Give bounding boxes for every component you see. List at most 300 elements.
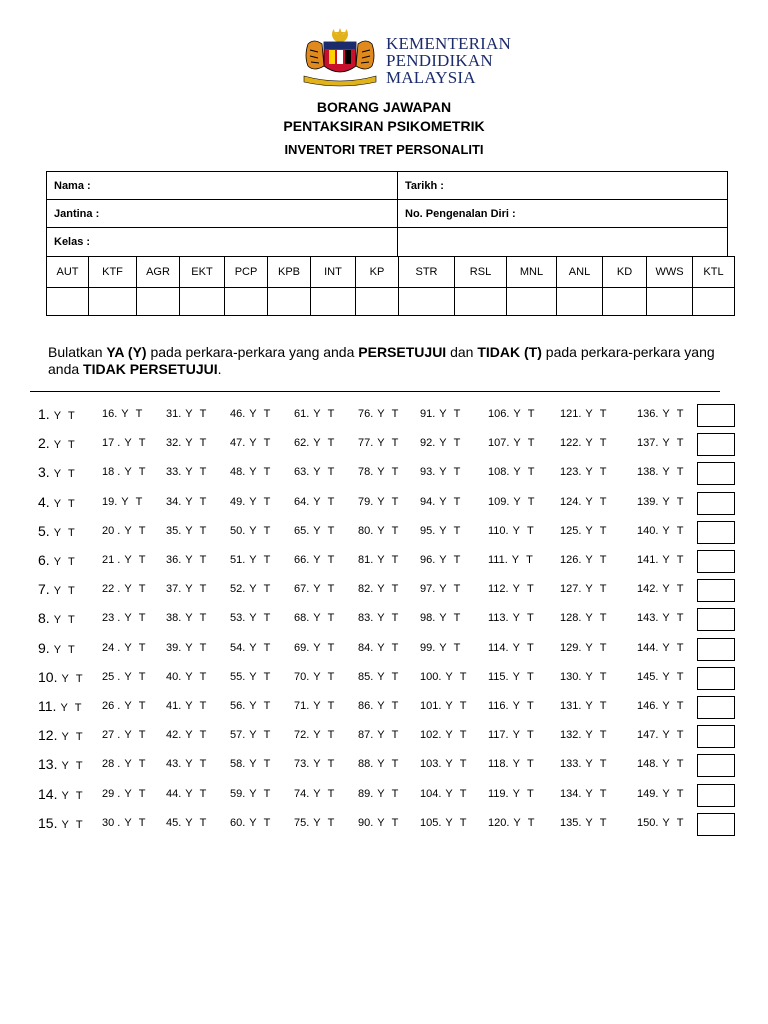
option-yes[interactable]: Y <box>124 583 132 596</box>
option-no[interactable]: T <box>68 526 75 539</box>
option-yes[interactable]: Y <box>445 787 453 800</box>
trait-score-cell[interactable] <box>46 287 89 316</box>
option-no[interactable]: T <box>138 787 146 800</box>
option-yes[interactable]: Y <box>124 612 132 625</box>
option-no[interactable]: T <box>138 554 146 566</box>
option-yes[interactable]: Y <box>61 789 69 802</box>
option-no[interactable]: T <box>327 729 335 742</box>
option-no[interactable]: T <box>391 466 399 479</box>
option-yes[interactable]: Y <box>249 408 257 420</box>
option-yes[interactable]: Y <box>377 787 385 800</box>
option-no[interactable]: T <box>263 495 271 508</box>
option-no[interactable]: T <box>526 524 534 537</box>
option-no[interactable]: T <box>453 583 461 596</box>
row-score-box[interactable] <box>697 579 735 602</box>
option-no[interactable]: T <box>68 643 75 656</box>
trait-score-cell[interactable] <box>310 287 356 316</box>
option-no[interactable]: T <box>199 729 207 742</box>
option-yes[interactable]: Y <box>249 466 257 479</box>
option-yes[interactable]: Y <box>53 643 62 656</box>
trait-score-cell[interactable] <box>556 287 603 316</box>
option-yes[interactable]: Y <box>377 700 385 712</box>
option-no[interactable]: T <box>526 583 534 596</box>
option-no[interactable]: T <box>599 729 607 742</box>
option-yes[interactable]: Y <box>585 437 593 450</box>
option-yes[interactable]: Y <box>53 439 62 452</box>
option-no[interactable]: T <box>263 729 271 742</box>
option-yes[interactable]: Y <box>185 495 193 508</box>
option-no[interactable]: T <box>75 731 83 744</box>
option-no[interactable]: T <box>676 729 684 742</box>
option-yes[interactable]: Y <box>121 408 129 420</box>
option-yes[interactable]: Y <box>249 670 257 683</box>
option-no[interactable]: T <box>138 729 146 742</box>
option-yes[interactable]: Y <box>585 612 593 625</box>
option-no[interactable]: T <box>453 524 461 537</box>
option-no[interactable]: T <box>138 700 146 712</box>
option-no[interactable]: T <box>138 583 146 596</box>
option-yes[interactable]: Y <box>249 758 257 771</box>
option-no[interactable]: T <box>263 554 271 566</box>
option-yes[interactable]: Y <box>377 495 385 508</box>
option-no[interactable]: T <box>391 524 399 537</box>
option-yes[interactable]: Y <box>124 787 132 800</box>
option-yes[interactable]: Y <box>185 408 193 420</box>
option-yes[interactable]: Y <box>513 437 521 450</box>
option-yes[interactable]: Y <box>662 700 670 712</box>
option-yes[interactable]: Y <box>439 524 447 537</box>
option-yes[interactable]: Y <box>377 641 385 654</box>
option-yes[interactable]: Y <box>585 729 593 742</box>
option-no[interactable]: T <box>526 612 534 625</box>
option-no[interactable]: T <box>599 787 607 800</box>
option-no[interactable]: T <box>599 700 607 712</box>
option-yes[interactable]: Y <box>53 526 62 539</box>
option-no[interactable]: T <box>327 816 335 829</box>
option-yes[interactable]: Y <box>53 497 62 510</box>
option-no[interactable]: T <box>138 816 146 829</box>
option-yes[interactable]: Y <box>377 816 385 829</box>
trait-score-cell[interactable] <box>136 287 180 316</box>
option-no[interactable]: T <box>527 466 535 479</box>
option-no[interactable]: T <box>526 670 534 683</box>
option-no[interactable]: T <box>676 816 684 829</box>
option-yes[interactable]: Y <box>313 816 321 829</box>
option-yes[interactable]: Y <box>585 641 593 654</box>
option-yes[interactable]: Y <box>249 612 257 625</box>
option-no[interactable]: T <box>527 437 535 450</box>
jantina-field[interactable] <box>46 199 398 228</box>
row-score-box[interactable] <box>697 550 735 573</box>
option-no[interactable]: T <box>459 816 467 829</box>
row-score-box[interactable] <box>697 462 735 485</box>
option-yes[interactable]: Y <box>439 554 447 566</box>
option-yes[interactable]: Y <box>313 583 321 596</box>
option-yes[interactable]: Y <box>249 583 257 596</box>
row-score-box[interactable] <box>697 521 735 544</box>
option-no[interactable]: T <box>599 495 607 508</box>
option-no[interactable]: T <box>263 700 271 712</box>
row-score-box[interactable] <box>697 784 735 807</box>
option-no[interactable]: T <box>599 466 607 479</box>
option-yes[interactable]: Y <box>439 495 447 508</box>
option-yes[interactable]: Y <box>662 816 670 829</box>
option-no[interactable]: T <box>263 612 271 625</box>
option-no[interactable]: T <box>459 787 467 800</box>
option-yes[interactable]: Y <box>61 672 69 685</box>
option-yes[interactable]: Y <box>53 410 62 422</box>
option-no[interactable]: T <box>327 612 335 625</box>
option-no[interactable]: T <box>527 816 535 829</box>
option-yes[interactable]: Y <box>53 585 62 598</box>
trait-score-cell[interactable] <box>646 287 693 316</box>
option-no[interactable]: T <box>327 700 335 712</box>
option-no[interactable]: T <box>68 468 75 481</box>
option-no[interactable]: T <box>676 641 684 654</box>
option-no[interactable]: T <box>599 437 607 450</box>
option-no[interactable]: T <box>526 787 534 800</box>
trait-score-cell[interactable] <box>454 287 507 316</box>
option-yes[interactable]: Y <box>377 524 385 537</box>
option-no[interactable]: T <box>599 612 607 625</box>
option-no[interactable]: T <box>453 612 461 625</box>
trait-score-cell[interactable] <box>692 287 735 316</box>
option-yes[interactable]: Y <box>313 612 321 625</box>
row-score-box[interactable] <box>697 813 735 836</box>
option-yes[interactable]: Y <box>61 818 69 831</box>
option-no[interactable]: T <box>599 641 607 654</box>
row-score-box[interactable] <box>697 638 735 661</box>
option-no[interactable]: T <box>68 410 75 422</box>
option-yes[interactable]: Y <box>60 702 68 714</box>
option-no[interactable]: T <box>676 700 684 712</box>
option-yes[interactable]: Y <box>124 641 132 654</box>
option-no[interactable]: T <box>199 670 207 683</box>
no-pengenalan-field[interactable] <box>397 199 728 228</box>
option-no[interactable]: T <box>75 672 83 685</box>
option-no[interactable]: T <box>68 585 75 598</box>
option-no[interactable]: T <box>459 670 467 683</box>
tarikh-field[interactable] <box>397 171 728 200</box>
option-no[interactable]: T <box>327 583 335 596</box>
option-yes[interactable]: Y <box>313 495 321 508</box>
option-yes[interactable]: Y <box>662 758 670 771</box>
option-yes[interactable]: Y <box>53 468 62 481</box>
kelas-field[interactable] <box>46 227 398 257</box>
option-yes[interactable]: Y <box>662 524 670 537</box>
option-yes[interactable]: Y <box>313 524 321 537</box>
option-no[interactable]: T <box>199 408 207 420</box>
option-yes[interactable]: Y <box>662 495 670 508</box>
option-no[interactable]: T <box>199 816 207 829</box>
option-no[interactable]: T <box>453 554 461 566</box>
option-yes[interactable]: Y <box>377 466 385 479</box>
option-no[interactable]: T <box>327 787 335 800</box>
option-no[interactable]: T <box>391 437 399 450</box>
option-no[interactable]: T <box>391 816 399 829</box>
option-yes[interactable]: Y <box>377 583 385 596</box>
option-no[interactable]: T <box>327 495 335 508</box>
option-no[interactable]: T <box>391 641 399 654</box>
option-yes[interactable]: Y <box>512 583 520 596</box>
trait-score-cell[interactable] <box>267 287 311 316</box>
option-no[interactable]: T <box>459 700 467 712</box>
option-no[interactable]: T <box>135 408 143 420</box>
option-yes[interactable]: Y <box>185 787 193 800</box>
option-no[interactable]: T <box>74 702 82 714</box>
option-no[interactable]: T <box>526 641 534 654</box>
option-no[interactable]: T <box>263 787 271 800</box>
option-yes[interactable]: Y <box>124 758 132 771</box>
option-yes[interactable]: Y <box>185 524 193 537</box>
option-no[interactable]: T <box>68 439 75 452</box>
option-no[interactable]: T <box>526 729 534 742</box>
option-yes[interactable]: Y <box>185 670 193 683</box>
option-no[interactable]: T <box>327 437 335 450</box>
option-yes[interactable]: Y <box>439 583 447 596</box>
option-yes[interactable]: Y <box>124 466 132 479</box>
option-no[interactable]: T <box>676 495 684 508</box>
option-yes[interactable]: Y <box>185 641 193 654</box>
option-no[interactable]: T <box>199 583 207 596</box>
option-no[interactable]: T <box>263 524 271 537</box>
option-yes[interactable]: Y <box>513 495 521 508</box>
option-yes[interactable]: Y <box>249 700 257 712</box>
option-yes[interactable]: Y <box>439 612 447 625</box>
option-yes[interactable]: Y <box>61 731 69 744</box>
option-yes[interactable]: Y <box>512 524 520 537</box>
trait-score-cell[interactable] <box>506 287 557 316</box>
row-score-box[interactable] <box>697 492 735 515</box>
option-yes[interactable]: Y <box>249 729 257 742</box>
option-yes[interactable]: Y <box>124 700 132 712</box>
option-no[interactable]: T <box>526 758 534 771</box>
option-yes[interactable]: Y <box>662 437 670 450</box>
row-score-box[interactable] <box>697 608 735 631</box>
option-yes[interactable]: Y <box>377 612 385 625</box>
option-yes[interactable]: Y <box>512 700 520 712</box>
option-yes[interactable]: Y <box>585 495 593 508</box>
option-yes[interactable]: Y <box>124 729 132 742</box>
option-no[interactable]: T <box>599 758 607 771</box>
option-yes[interactable]: Y <box>585 524 593 537</box>
option-yes[interactable]: Y <box>439 437 447 450</box>
option-yes[interactable]: Y <box>585 466 593 479</box>
option-no[interactable]: T <box>263 758 271 771</box>
option-yes[interactable]: Y <box>249 495 257 508</box>
option-yes[interactable]: Y <box>124 554 132 566</box>
option-no[interactable]: T <box>391 408 399 420</box>
option-no[interactable]: T <box>68 556 75 568</box>
option-no[interactable]: T <box>263 641 271 654</box>
option-yes[interactable]: Y <box>313 787 321 800</box>
option-yes[interactable]: Y <box>185 437 193 450</box>
option-no[interactable]: T <box>199 466 207 479</box>
option-no[interactable]: T <box>676 583 684 596</box>
option-no[interactable]: T <box>327 670 335 683</box>
option-no[interactable]: T <box>75 760 83 773</box>
option-yes[interactable]: Y <box>185 612 193 625</box>
row-score-box[interactable] <box>697 433 735 456</box>
option-yes[interactable]: Y <box>662 583 670 596</box>
option-yes[interactable]: Y <box>512 670 520 683</box>
option-yes[interactable]: Y <box>377 554 385 566</box>
option-no[interactable]: T <box>599 816 607 829</box>
option-yes[interactable]: Y <box>445 758 453 771</box>
option-no[interactable]: T <box>453 495 461 508</box>
option-yes[interactable]: Y <box>313 700 321 712</box>
option-yes[interactable]: Y <box>445 816 453 829</box>
option-no[interactable]: T <box>68 614 75 627</box>
option-no[interactable]: T <box>391 670 399 683</box>
option-yes[interactable]: Y <box>512 641 520 654</box>
row-score-box[interactable] <box>697 404 735 427</box>
option-yes[interactable]: Y <box>313 408 321 420</box>
option-yes[interactable]: Y <box>53 556 62 568</box>
option-no[interactable]: T <box>391 612 399 625</box>
option-no[interactable]: T <box>199 524 207 537</box>
option-no[interactable]: T <box>391 700 399 712</box>
option-no[interactable]: T <box>391 495 399 508</box>
option-yes[interactable]: Y <box>124 524 132 537</box>
option-yes[interactable]: Y <box>513 816 521 829</box>
option-yes[interactable]: Y <box>445 670 453 683</box>
option-yes[interactable]: Y <box>662 612 670 625</box>
option-no[interactable]: T <box>599 554 607 566</box>
option-no[interactable]: T <box>138 612 146 625</box>
option-yes[interactable]: Y <box>662 670 670 683</box>
option-no[interactable]: T <box>138 466 146 479</box>
option-yes[interactable]: Y <box>585 816 593 829</box>
option-no[interactable]: T <box>199 641 207 654</box>
option-yes[interactable]: Y <box>512 758 520 771</box>
row-score-box[interactable] <box>697 696 735 719</box>
option-yes[interactable]: Y <box>377 670 385 683</box>
option-yes[interactable]: Y <box>662 729 670 742</box>
option-no[interactable]: T <box>327 466 335 479</box>
option-yes[interactable]: Y <box>313 466 321 479</box>
option-yes[interactable]: Y <box>185 700 193 712</box>
option-yes[interactable]: Y <box>249 524 257 537</box>
option-yes[interactable]: Y <box>377 729 385 742</box>
option-yes[interactable]: Y <box>185 583 193 596</box>
option-no[interactable]: T <box>199 495 207 508</box>
option-yes[interactable]: Y <box>377 758 385 771</box>
option-no[interactable]: T <box>138 758 146 771</box>
option-no[interactable]: T <box>199 700 207 712</box>
option-yes[interactable]: Y <box>512 612 520 625</box>
trait-score-cell[interactable] <box>179 287 225 316</box>
option-no[interactable]: T <box>676 612 684 625</box>
option-no[interactable]: T <box>526 700 534 712</box>
option-no[interactable]: T <box>527 408 535 420</box>
option-yes[interactable]: Y <box>313 437 321 450</box>
option-yes[interactable]: Y <box>439 641 447 654</box>
option-no[interactable]: T <box>199 758 207 771</box>
option-no[interactable]: T <box>138 437 146 450</box>
option-no[interactable]: T <box>599 524 607 537</box>
option-no[interactable]: T <box>327 554 335 566</box>
option-yes[interactable]: Y <box>185 816 193 829</box>
option-yes[interactable]: Y <box>445 700 453 712</box>
trait-score-cell[interactable] <box>355 287 399 316</box>
trait-score-cell[interactable] <box>88 287 137 316</box>
option-yes[interactable]: Y <box>445 729 453 742</box>
option-yes[interactable]: Y <box>249 437 257 450</box>
option-no[interactable]: T <box>391 554 399 566</box>
option-no[interactable]: T <box>391 729 399 742</box>
option-yes[interactable]: Y <box>61 760 69 773</box>
option-no[interactable]: T <box>263 437 271 450</box>
option-no[interactable]: T <box>135 495 143 508</box>
trait-score-cell[interactable] <box>602 287 647 316</box>
option-yes[interactable]: Y <box>121 495 129 508</box>
option-no[interactable]: T <box>391 583 399 596</box>
option-no[interactable]: T <box>676 437 684 450</box>
option-no[interactable]: T <box>263 816 271 829</box>
option-no[interactable]: T <box>327 408 335 420</box>
option-no[interactable]: T <box>263 408 271 420</box>
option-yes[interactable]: Y <box>585 787 593 800</box>
option-yes[interactable]: Y <box>53 614 62 627</box>
option-yes[interactable]: Y <box>313 670 321 683</box>
option-yes[interactable]: Y <box>313 758 321 771</box>
trait-score-cell[interactable] <box>224 287 268 316</box>
option-no[interactable]: T <box>75 789 83 802</box>
option-no[interactable]: T <box>327 641 335 654</box>
option-no[interactable]: T <box>599 583 607 596</box>
option-yes[interactable]: Y <box>585 700 593 712</box>
row-score-box[interactable] <box>697 725 735 748</box>
option-no[interactable]: T <box>453 641 461 654</box>
option-yes[interactable]: Y <box>439 408 447 420</box>
option-yes[interactable]: Y <box>249 554 257 566</box>
nama-field[interactable] <box>46 171 398 200</box>
option-yes[interactable]: Y <box>585 408 593 420</box>
option-yes[interactable]: Y <box>512 787 520 800</box>
option-yes[interactable]: Y <box>124 437 132 450</box>
option-yes[interactable]: Y <box>439 466 447 479</box>
option-no[interactable]: T <box>68 497 75 510</box>
option-no[interactable]: T <box>263 670 271 683</box>
option-yes[interactable]: Y <box>662 408 670 420</box>
option-no[interactable]: T <box>676 524 684 537</box>
option-yes[interactable]: Y <box>662 641 670 654</box>
option-no[interactable]: T <box>199 612 207 625</box>
option-yes[interactable]: Y <box>313 554 321 566</box>
option-yes[interactable]: Y <box>249 787 257 800</box>
trait-score-cell[interactable] <box>398 287 455 316</box>
option-no[interactable]: T <box>391 758 399 771</box>
option-no[interactable]: T <box>327 524 335 537</box>
option-no[interactable]: T <box>526 554 533 566</box>
row-score-box[interactable] <box>697 667 735 690</box>
option-no[interactable]: T <box>199 554 207 566</box>
option-yes[interactable]: Y <box>124 670 132 683</box>
option-yes[interactable]: Y <box>513 408 521 420</box>
option-no[interactable]: T <box>676 670 684 683</box>
option-yes[interactable]: Y <box>313 729 321 742</box>
option-yes[interactable]: Y <box>313 641 321 654</box>
option-no[interactable]: T <box>391 787 399 800</box>
option-yes[interactable]: Y <box>662 466 670 479</box>
option-yes[interactable]: Y <box>377 437 385 450</box>
option-no[interactable]: T <box>453 437 461 450</box>
option-yes[interactable]: Y <box>585 583 593 596</box>
option-no[interactable]: T <box>138 670 146 683</box>
option-no[interactable]: T <box>459 758 467 771</box>
option-no[interactable]: T <box>199 437 207 450</box>
